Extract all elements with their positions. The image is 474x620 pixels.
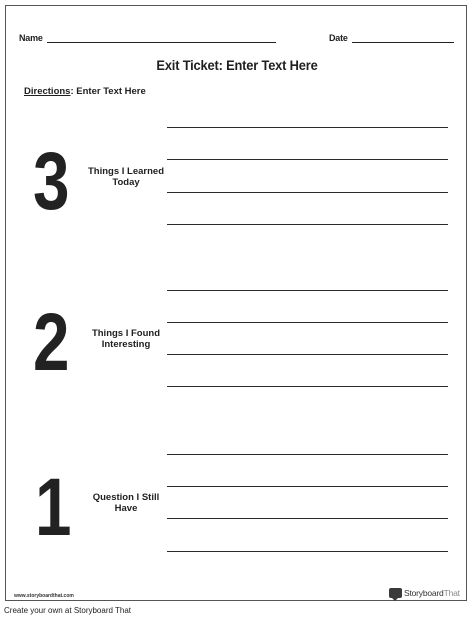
logo-text-light: That [443,588,460,598]
write-line[interactable] [167,454,448,455]
speech-bubble-icon [389,588,402,598]
section-number-1: 1 [35,462,70,553]
date-label: Date [329,33,348,43]
section-number-3: 3 [33,136,68,227]
directions-text: : Enter Text Here [70,86,146,97]
section-label-question: Question I Still Have [92,492,160,514]
logo-text-strong: Storyboard [404,588,444,598]
page-title: Exit Ticket: Enter Text Here [156,57,318,73]
section-label-interesting: Things I Found Interesting [91,328,161,350]
directions [24,86,146,97]
write-line[interactable] [167,290,448,291]
write-line[interactable] [167,192,448,193]
write-line[interactable] [167,486,448,487]
worksheet [5,5,467,601]
section-label-learned: Things I Learned Today [88,166,165,188]
write-line[interactable] [167,386,448,387]
section-number-2: 2 [33,297,68,388]
write-line[interactable] [167,224,448,225]
write-line[interactable] [167,551,448,552]
write-line[interactable] [167,518,448,519]
name-line [47,42,276,43]
write-line[interactable] [167,127,448,128]
write-line[interactable] [167,322,448,323]
footer-url: www.storyboardthat.com [14,593,74,599]
write-line[interactable] [167,159,448,160]
storyboardthat-logo [389,586,460,600]
page-caption: Create your own at Storyboard That [4,606,132,615]
name-label: Name [19,33,43,43]
date-line [352,42,454,43]
write-line[interactable] [167,354,448,355]
directions-label: Directions [24,86,71,97]
